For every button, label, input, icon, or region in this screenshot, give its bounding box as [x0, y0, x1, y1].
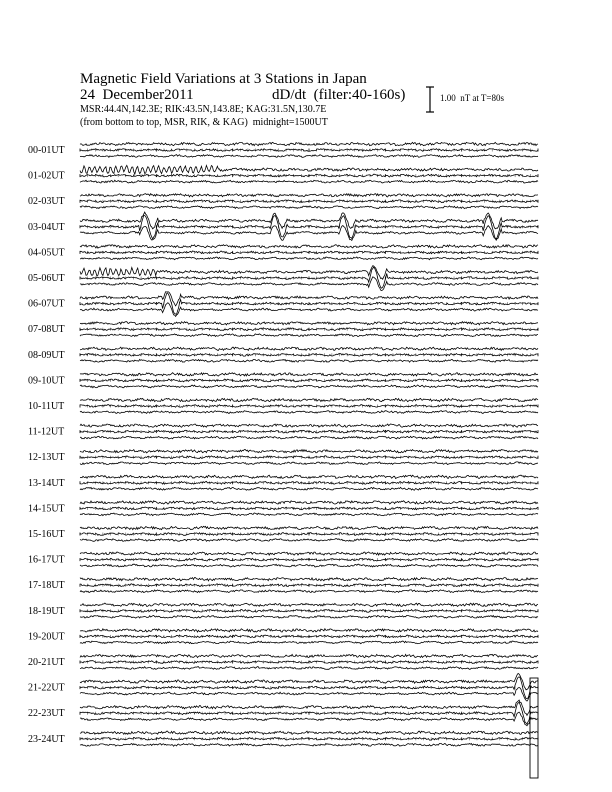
hour-label: 09-10UT	[28, 375, 65, 387]
station-trace-msr	[80, 462, 538, 465]
hour-row	[28, 450, 538, 465]
station-trace-kag	[80, 475, 538, 478]
station-trace-msr	[80, 385, 538, 388]
hour-row	[28, 194, 538, 209]
station-trace-kag	[80, 373, 538, 376]
hour-label: 15-16UT	[28, 529, 65, 540]
hour-label: 14-15UT	[28, 503, 65, 515]
hour-label: 07-08UT	[28, 324, 65, 336]
hour-row	[28, 475, 538, 490]
station-trace-msr	[80, 564, 538, 567]
hour-row	[28, 501, 538, 516]
hour-label: 06-07UT	[28, 298, 65, 310]
station-trace-kag	[80, 731, 538, 734]
station-trace-kag	[80, 165, 538, 174]
hour-label: 00-01UT	[28, 145, 65, 156]
hour-row	[28, 731, 538, 746]
hour-row	[28, 578, 538, 593]
station-order-note: (from bottom to top, MSR, RIK, & KAG) midnight=1500UT	[80, 117, 328, 128]
hour-label: 22-23UT	[28, 708, 65, 720]
hour-label: 08-09UT	[28, 349, 65, 361]
hour-row	[28, 266, 538, 291]
hour-row	[28, 245, 538, 260]
hour-label: 03-04UT	[28, 221, 65, 233]
station-trace-kag	[80, 552, 538, 555]
station-trace-msr	[80, 615, 538, 618]
hour-row	[28, 292, 538, 317]
hour-row	[28, 165, 538, 183]
chart-date: 24 December2011	[80, 87, 194, 103]
station-trace-msr	[80, 257, 538, 260]
station-trace-kag	[80, 450, 538, 453]
hour-label: 05-06UT	[28, 273, 65, 284]
station-trace-kag	[80, 501, 538, 504]
hour-row	[28, 603, 538, 618]
scale-bar	[426, 87, 434, 112]
station-trace-kag	[80, 322, 538, 325]
station-trace-msr	[80, 411, 538, 414]
scale-bar-label: 1.00 nT at T=80s	[440, 93, 504, 103]
station-trace-kag	[80, 347, 538, 350]
hour-row	[28, 700, 538, 726]
station-trace-kag	[80, 245, 538, 248]
hour-label: 10-11UT	[28, 401, 65, 412]
hour-row	[28, 424, 538, 439]
station-trace-kag	[80, 629, 538, 632]
station-trace-msr	[80, 206, 538, 209]
chart-title: Magnetic Field Variations at 3 Stations in Japan	[80, 71, 367, 87]
hour-label: 02-03UT	[28, 196, 65, 208]
hour-label: 04-05UT	[28, 247, 65, 259]
station-trace-kag	[80, 526, 538, 529]
station-trace-msr	[80, 590, 538, 593]
hour-label: 19-20UT	[28, 631, 65, 643]
station-trace-msr	[80, 334, 538, 337]
station-trace-msr	[80, 743, 538, 746]
hour-row	[28, 373, 538, 388]
hour-label: 17-18UT	[28, 580, 65, 592]
hour-row	[28, 552, 538, 567]
hour-label: 23-24UT	[28, 733, 65, 745]
station-trace-kag	[80, 578, 538, 581]
station-trace-msr	[80, 687, 538, 701]
station-trace-msr	[80, 667, 538, 670]
station-trace-msr	[80, 487, 538, 490]
hour-row	[28, 526, 538, 541]
hour-label: 16-17UT	[28, 554, 65, 566]
hour-label: 12-13UT	[28, 452, 65, 464]
station-trace-msr	[80, 641, 538, 644]
filter-label: dD/dt (filter:40-160s)	[272, 87, 406, 103]
hour-row	[28, 212, 538, 240]
station-trace-msr	[80, 359, 538, 362]
hour-label: 11-12UT	[28, 426, 65, 438]
hour-row	[28, 673, 538, 701]
hour-row	[28, 322, 538, 337]
station-trace-msr	[80, 155, 538, 158]
station-trace-msr	[80, 180, 538, 183]
hour-rows	[28, 142, 538, 778]
station-trace-kag	[80, 142, 538, 145]
hour-label: 13-14UT	[28, 477, 65, 489]
hour-label: 18-19UT	[28, 605, 65, 617]
hour-row	[28, 347, 538, 362]
station-trace-kag	[80, 654, 538, 657]
hour-row	[28, 398, 538, 413]
station-coordinates: MSR:44.4N,142.3E; RIK:43.5N,143.8E; KAG:31.5N,130.7E	[80, 104, 327, 115]
hour-row	[28, 142, 538, 157]
hour-row	[28, 629, 538, 644]
station-trace-msr	[80, 436, 538, 439]
station-trace-kag	[80, 398, 538, 401]
hour-label: 21-22UT	[28, 682, 65, 694]
station-trace-kag	[80, 194, 538, 197]
hour-label: 01-02UT	[28, 170, 65, 182]
station-trace-kag	[80, 424, 538, 427]
station-trace-msr	[80, 539, 538, 542]
station-trace-kag	[80, 603, 538, 606]
hour-row	[28, 654, 538, 669]
hour-label: 20-21UT	[28, 657, 65, 668]
station-trace-msr	[80, 513, 538, 516]
